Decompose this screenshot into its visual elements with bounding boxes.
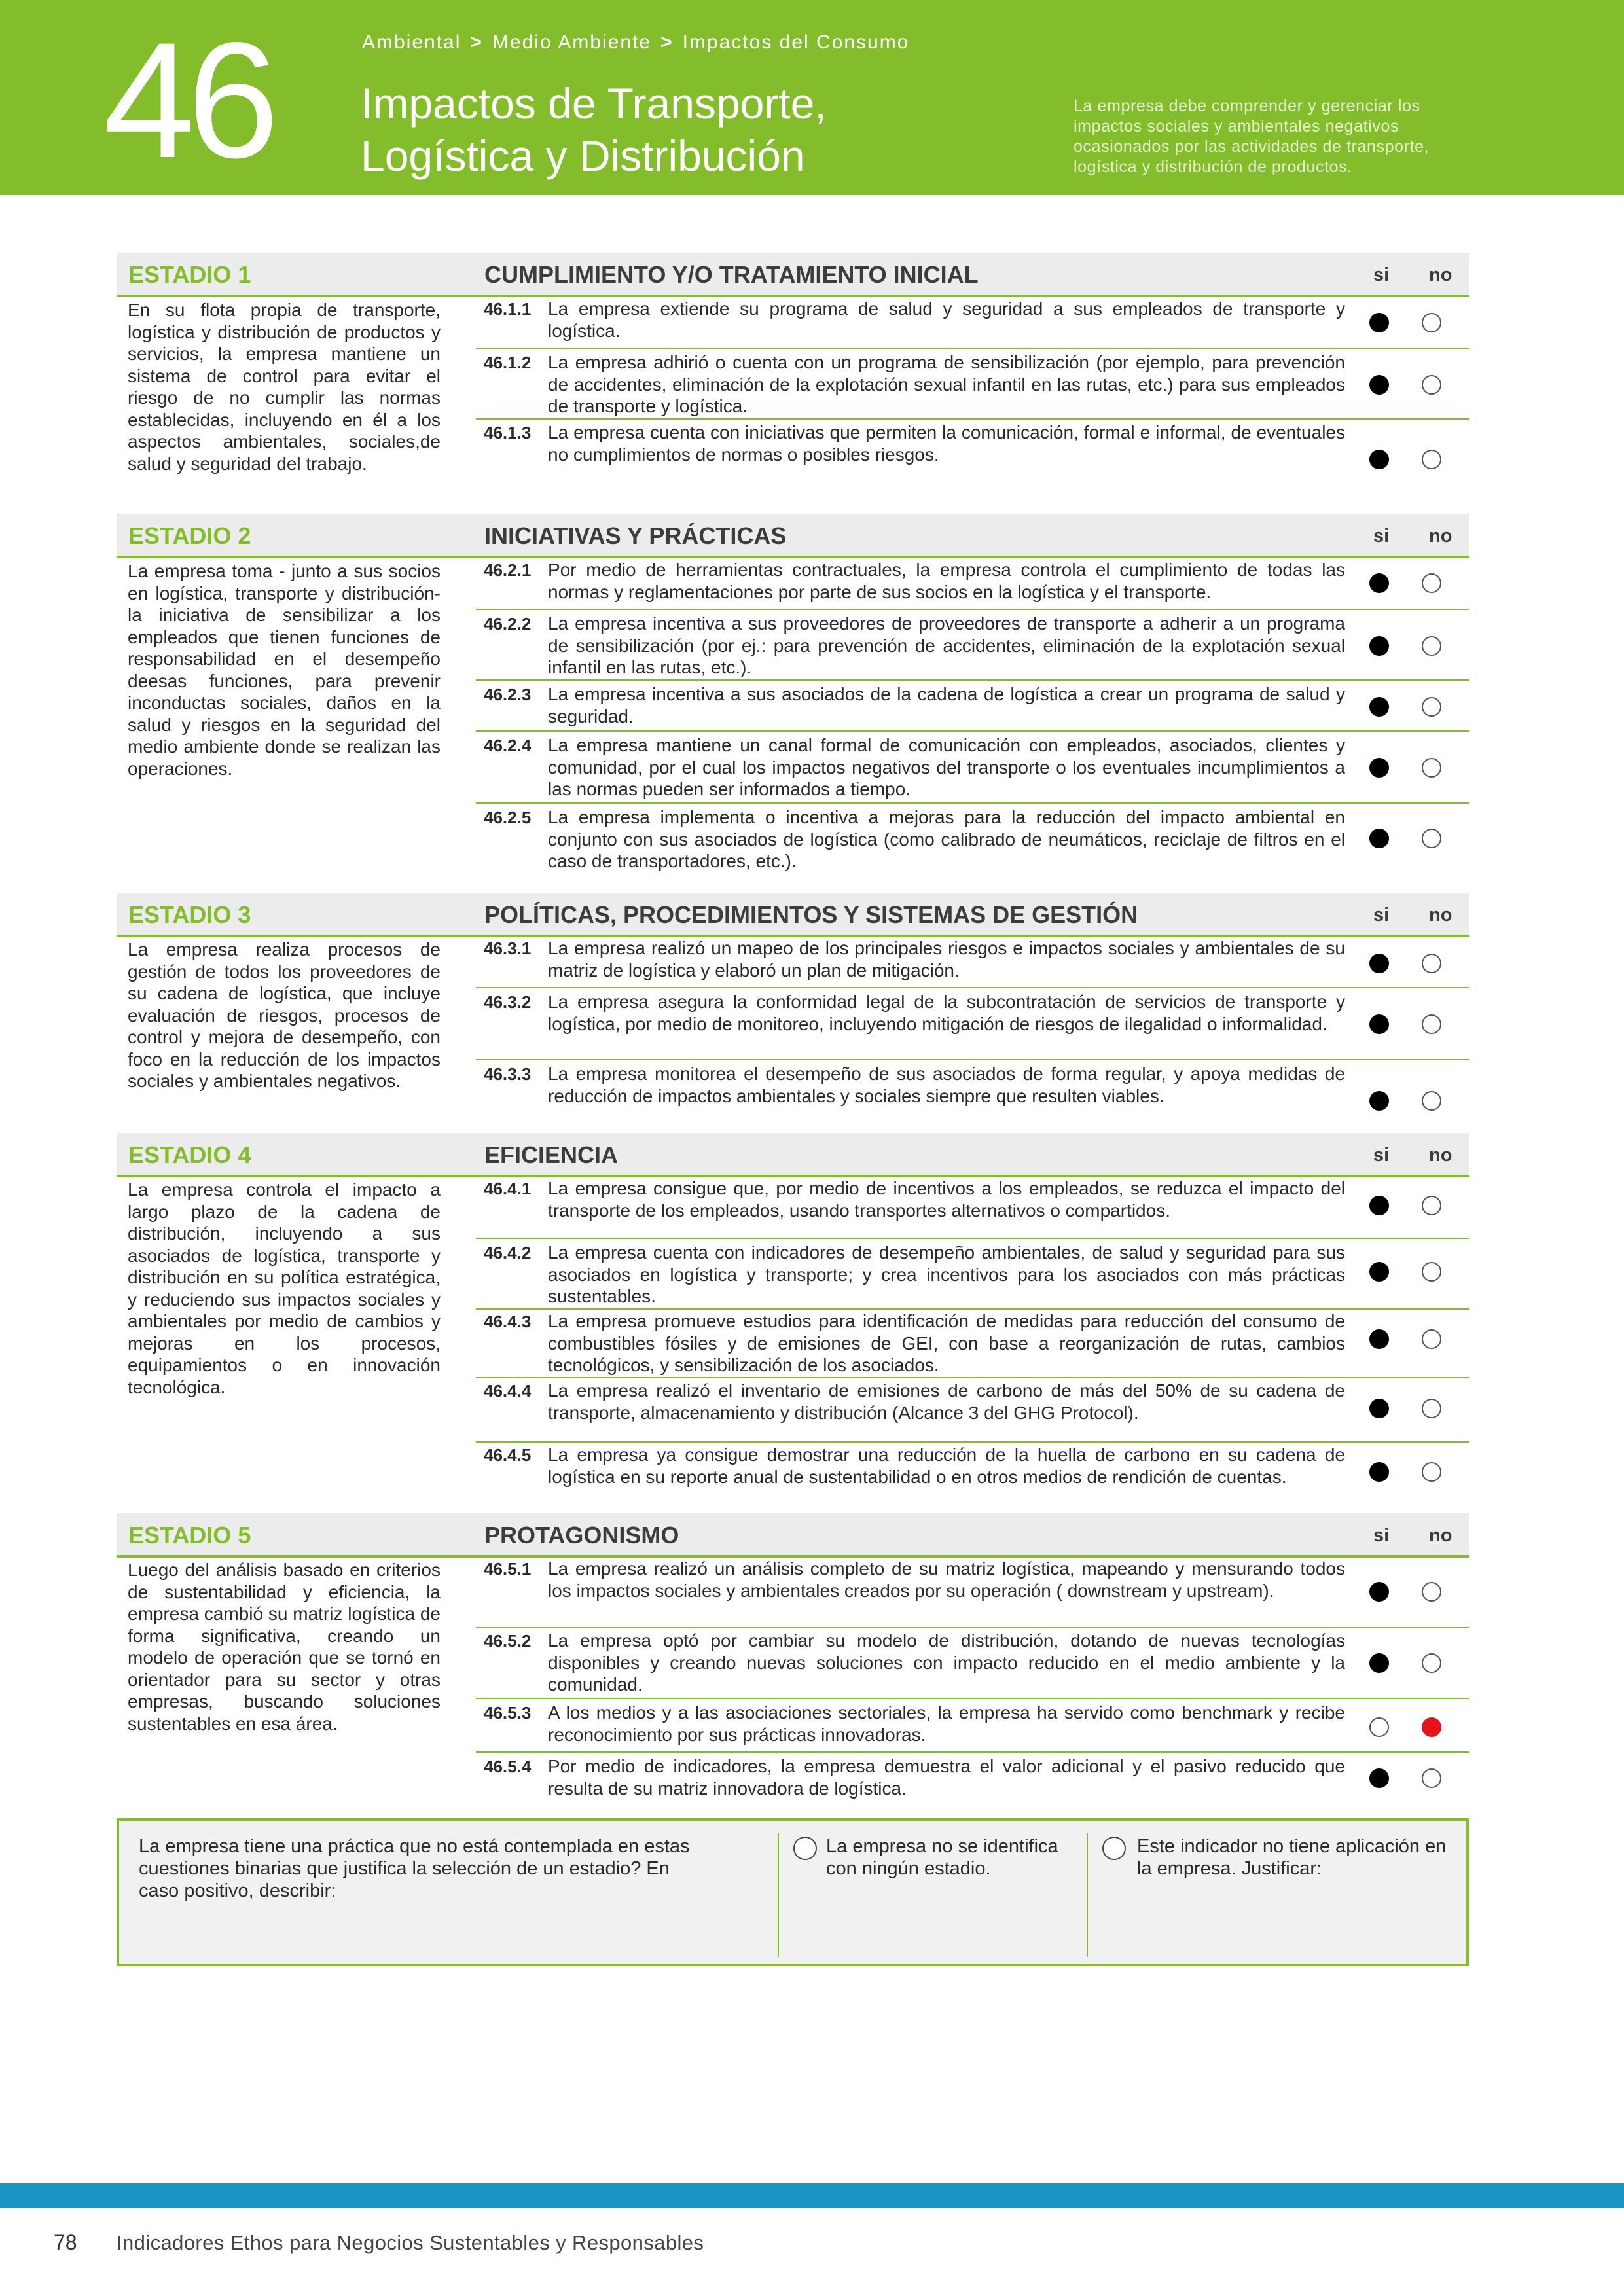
no-column-label: no xyxy=(1429,264,1453,285)
question-id: 46.5.3 xyxy=(484,1703,532,1723)
question-text: La empresa incentiva a sus proveedores de proveedores de transporte a adherir a un programa de sensibilización (por ej.: para prevención de accidentes, eliminación de la explotación sexual infantil en las rutas, etc.). xyxy=(548,613,1345,677)
additional-practice-box xyxy=(117,1818,1469,1966)
question-text: La empresa promueve estudios para identificación de medidas para reducción del consumo de combustibles fósiles y de emisiones de GEI, con base a reorganización de rutas, cambios tecnológicos, y sensibilización de los asociados. xyxy=(548,1311,1345,1375)
page-title-line: Logística y Distribución xyxy=(361,132,805,180)
question-row xyxy=(476,1063,1469,1118)
question-row xyxy=(476,991,1469,1060)
question-id: 46.2.1 xyxy=(484,560,532,580)
yes-column-label: si xyxy=(1373,1525,1390,1546)
stage-title: INICIATIVAS Y PRÁCTICAS xyxy=(484,522,787,549)
question-text: A los medios y a las asociaciones sectoriales, la empresa ha servido como benchmark y recibe reconocimiento por sus prácticas innovadoras. xyxy=(548,1702,1345,1745)
question-id: 46.5.4 xyxy=(484,1757,532,1776)
question-id: 46.1.1 xyxy=(484,299,532,319)
question-text: La empresa realizó un mapeo de los principales riesgos e impactos sociales y ambientales de su matriz de logística y elaboró un plan de mitigación. xyxy=(548,938,1345,980)
question-id: 46.5.1 xyxy=(484,1559,532,1579)
answer-no-radio[interactable] xyxy=(1422,1329,1441,1349)
no-column-label: no xyxy=(1429,1145,1453,1166)
additional-practice-question[interactable]: La empresa tiene una práctica que no está contemplada en estas cuestiones binarias que justifica la selección de un estadio? En caso positivo, describir: xyxy=(139,1836,690,1901)
answer-no-radio[interactable] xyxy=(1422,450,1441,469)
chevron-right-icon: > xyxy=(470,31,483,53)
question-row xyxy=(476,734,1469,804)
answer-no-radio[interactable] xyxy=(1422,1196,1441,1215)
question-row xyxy=(476,937,1469,988)
question-row xyxy=(476,298,1469,349)
stage-label: ESTADIO 1 xyxy=(128,261,251,288)
question-row xyxy=(476,1380,1469,1443)
question-row xyxy=(476,1702,1469,1753)
answer-yes-radio[interactable] xyxy=(1369,1768,1389,1788)
answer-yes-radio[interactable] xyxy=(1369,573,1389,593)
stage-4-description: La empresa controla el impacto a largo plazo de la cadena de distribución, incluyendo a sus asociados de logística, transporte y distribución en su política estratégica, y reduciendo sus impactos sociales y ambientales por medio de cambios y mejoras en los procesos, equipamientos o en innovación tecnológica. xyxy=(128,1179,441,1397)
answer-yes-radio[interactable] xyxy=(1369,1653,1389,1673)
question-id: 46.4.5 xyxy=(484,1445,532,1465)
question-row xyxy=(476,559,1469,610)
answer-yes-radio[interactable] xyxy=(1369,636,1389,656)
question-text: La empresa consigue que, por medio de incentivos a los empleados, se reduzca el impacto del transporte de los empleados, usando transportes alternativos o compartidos. xyxy=(548,1178,1345,1221)
answer-yes-radio[interactable] xyxy=(1369,1462,1389,1482)
question-row xyxy=(476,1755,1469,1810)
yes-column-label: si xyxy=(1373,1145,1390,1166)
question-text: La empresa mantiene un canal formal de comunicación con empleados, asociados, clientes y comunidad, por el cual los impactos negativos del transporte o los eventuales incumplimientos a las normas pueden ser informados a tiempo. xyxy=(548,735,1345,799)
question-id: 46.4.4 xyxy=(484,1381,532,1401)
question-text: La empresa optó por cambiar su modelo de distribución, dotando de nuevas tecnologías disponibles y creando nuevas soluciones con impacto reducido en el medio ambiente y la comunidad. xyxy=(548,1630,1345,1695)
question-row xyxy=(476,1630,1469,1699)
question-id: 46.4.2 xyxy=(484,1243,532,1263)
question-id: 46.5.2 xyxy=(484,1631,532,1651)
footer-bar xyxy=(0,2183,1624,2208)
answer-no-radio[interactable] xyxy=(1422,1262,1441,1282)
question-id: 46.1.2 xyxy=(484,353,532,372)
stage-5-header xyxy=(117,1513,1469,1558)
indicator-number: 46 xyxy=(103,9,272,192)
not-applicable-radio[interactable] xyxy=(1102,1837,1126,1860)
question-row xyxy=(476,613,1469,681)
question-id: 46.4.1 xyxy=(484,1179,532,1198)
column-divider xyxy=(778,1833,779,1957)
stage-1-description: En su flota propia de transporte, logística y distribución de productos y servicios, la empresa mantiene un sistema de control para evitar el riesgo de no cumplir las normas establecidas, incluyendo en él a los aspectos ambientales, sociales,de salud y seguridad del trabajo. xyxy=(128,300,441,474)
breadcrumb xyxy=(362,31,909,54)
question-row xyxy=(476,1444,1469,1503)
question-text: La empresa implementa o incentiva a mejoras para la reducción del impacto ambiental en conjunto con sus asociados de logística (como calibrado de neumáticos, reciclaje de filtros en el caso de transportadores, etc.). xyxy=(548,807,1345,871)
answer-yes-radio[interactable] xyxy=(1369,1717,1389,1737)
question-id: 46.4.3 xyxy=(484,1312,532,1331)
question-row xyxy=(476,683,1469,732)
publication-title: Indicadores Ethos para Negocios Sustentables y Responsables xyxy=(117,2231,704,2254)
stage-label: ESTADIO 5 xyxy=(128,1522,251,1549)
answer-no-radio[interactable] xyxy=(1422,1014,1441,1034)
page-description: La empresa debe comprender y gerenciar los impactos sociales y ambientales negativos ocasionados por las actividades de transporte, logística y distribución de productos. xyxy=(1074,97,1430,176)
page-number: 78 xyxy=(54,2231,77,2254)
question-text: La empresa adhirió o cuenta con un programa de sensibilización (por ejemplo, para prevención de accidentes, eliminación de la explotación sexual infantil en las rutas, etc.) para sus empleados de transporte y logística. xyxy=(548,352,1345,416)
question-row xyxy=(476,1310,1469,1378)
question-text: La empresa realizó el inventario de emisiones de carbono de más del 50% de su cadena de transporte, almacenamiento y distribución (Alcance 3 del GHG Protocol). xyxy=(548,1380,1345,1423)
no-column-label: no xyxy=(1429,1525,1453,1546)
question-id: 46.2.3 xyxy=(484,685,532,704)
stage-title: EFICIENCIA xyxy=(484,1141,619,1168)
question-text: La empresa cuenta con indicadores de desempeño ambientales, de salud y seguridad para sus asociados en logística y transporte; y crea incentivos para los asociados con más prácticas sustentables. xyxy=(548,1242,1345,1306)
question-row xyxy=(476,1177,1469,1239)
question-row xyxy=(476,351,1469,420)
breadcrumb-item[interactable]: Ambiental xyxy=(362,31,461,53)
page-title xyxy=(361,77,950,182)
breadcrumb-item[interactable]: Impactos del Consumo xyxy=(682,31,910,53)
stage-label: ESTADIO 2 xyxy=(128,522,251,549)
stage-2-header xyxy=(117,514,1469,558)
answer-yes-radio[interactable] xyxy=(1369,758,1389,778)
question-text: La empresa incentiva a sus asociados de la cadena de logística a crear un programa de salud y seguridad. xyxy=(548,684,1345,726)
answer-no-radio[interactable] xyxy=(1422,313,1441,332)
answer-yes-radio[interactable] xyxy=(1369,1262,1389,1282)
question-id: 46.3.1 xyxy=(484,939,532,958)
page-title-line: Impactos de Transporte, xyxy=(361,79,827,128)
question-text: La empresa extiende su programa de salud y seguridad a sus empleados de transporte y logística. xyxy=(548,298,1345,341)
answer-yes-radio[interactable] xyxy=(1369,375,1389,395)
question-id: 46.3.2 xyxy=(484,992,532,1012)
question-id: 46.3.3 xyxy=(484,1064,532,1084)
answer-no-radio[interactable] xyxy=(1422,829,1441,848)
chevron-right-icon: > xyxy=(660,31,674,53)
answer-yes-radio[interactable] xyxy=(1369,313,1389,332)
answer-yes-radio[interactable] xyxy=(1369,1196,1389,1215)
answer-no-radio[interactable] xyxy=(1422,1399,1441,1418)
answer-yes-radio[interactable] xyxy=(1369,829,1389,848)
stage-5-description: Luego del análisis basado en criterios de sustentabilidad y eficiencia, la empresa cambió su matriz logística de forma significativa, creando un modelo de operación que se tornó en orientador para su sector y otras empresas, buscando soluciones sustentables en esa área. xyxy=(128,1560,441,1734)
answer-no-radio[interactable] xyxy=(1422,954,1441,973)
column-divider xyxy=(1087,1833,1088,1957)
answer-yes-radio[interactable] xyxy=(1369,450,1389,469)
not-applicable-option-label: Este indicador no tiene aplicación en la empresa. Justificar: xyxy=(1137,1836,1447,1879)
stage-3-description: La empresa realiza procesos de gestión de todos los proveedores de su cadena de logística, que incluye evaluación de riesgos, procesos de control y mejora de desempeño, con foco en la reducción de los impactos sociales y ambientales negativos. xyxy=(128,939,441,1091)
no-column-label: no xyxy=(1429,526,1453,547)
question-row xyxy=(476,1558,1469,1628)
answer-yes-radio[interactable] xyxy=(1369,954,1389,973)
answer-no-radio[interactable] xyxy=(1422,758,1441,778)
answer-no-radio[interactable] xyxy=(1422,697,1441,717)
question-text: La empresa cuenta con iniciativas que permiten la comunicación, formal e informal, de eventuales no cumplimientos de normas o posibles riesgos. xyxy=(548,422,1345,465)
breadcrumb-item[interactable]: Medio Ambiente xyxy=(492,31,652,53)
answer-no-radio[interactable] xyxy=(1422,1653,1441,1673)
answer-no-radio[interactable] xyxy=(1422,636,1441,656)
stage-label: ESTADIO 4 xyxy=(128,1141,251,1168)
question-text: La empresa asegura la conformidad legal de la subcontratación de servicios de transporte y logística, por medio de monitoreo, incluyendo mitigación de riesgos de ilegalidad o informalidad. xyxy=(548,992,1345,1034)
no-stage-option-label: La empresa no se identifica con ningún estadio. xyxy=(826,1836,1058,1879)
stage-title: POLÍTICAS, PROCEDIMIENTOS Y SISTEMAS DE GESTIÓN xyxy=(484,901,1138,928)
no-column-label: no xyxy=(1429,905,1453,925)
question-row xyxy=(476,1242,1469,1310)
page-header xyxy=(0,0,1624,195)
question-text: La empresa ya consigue demostrar una reducción de la huella de carbono en su cadena de logística en su reporte anual de sustentabilidad o en otros medios de rendición de cuentas. xyxy=(548,1444,1345,1487)
stage-title: CUMPLIMIENTO Y/O TRATAMIENTO INICIAL xyxy=(484,261,979,288)
stage-label: ESTADIO 3 xyxy=(128,901,251,928)
question-text: Por medio de herramientas contractuales, la empresa controla el cumplimiento de todas las normas y reglamentaciones por parte de sus socios en la logística y el transporte. xyxy=(548,560,1345,602)
question-id: 46.1.3 xyxy=(484,423,532,442)
answer-no-radio[interactable] xyxy=(1422,1091,1441,1111)
stage-4-header xyxy=(117,1133,1469,1177)
no-stage-radio[interactable] xyxy=(793,1837,817,1860)
answer-yes-radio[interactable] xyxy=(1369,1091,1389,1111)
yes-column-label: si xyxy=(1373,526,1390,547)
question-id: 46.2.4 xyxy=(484,736,532,755)
answer-yes-radio[interactable] xyxy=(1369,697,1389,717)
question-row xyxy=(476,806,1469,877)
answer-yes-radio[interactable] xyxy=(1369,1329,1389,1349)
question-text: La empresa realizó un análisis completo de su matriz logística, mapeando y mensurando todos los impactos sociales y ambientales creados por su operación ( downstream y upstream). xyxy=(548,1558,1345,1601)
question-text: La empresa monitorea el desempeño de sus asociados de forma regular, y apoya medidas de reducción de impactos ambientales y sociales siempre que resulten viables. xyxy=(548,1064,1345,1106)
question-id: 46.2.5 xyxy=(484,808,532,827)
question-text: Por medio de indicadores, la empresa demuestra el valor adicional y el pasivo reducido que resulta de su matriz innovadora de logística. xyxy=(548,1756,1345,1799)
answer-yes-radio[interactable] xyxy=(1369,1582,1389,1602)
answer-no-radio[interactable] xyxy=(1422,1768,1441,1788)
answer-no-radio[interactable] xyxy=(1422,573,1441,593)
stage-2-description: La empresa toma - junto a sus socios en logística, transporte y distribución- la iniciativa de sensibilizar a los empleados que tienen funciones de responsabilidad en el desempeño deesas funciones, para prevenir inconductas sociales, daños en la salud y riesgos en la seguridad del medio ambiente donde se realizan las operaciones. xyxy=(128,561,441,779)
answer-no-radio[interactable] xyxy=(1422,375,1441,395)
answer-yes-radio[interactable] xyxy=(1369,1399,1389,1418)
question-row xyxy=(476,422,1469,479)
yes-column-label: si xyxy=(1373,264,1390,285)
yes-column-label: si xyxy=(1373,905,1390,925)
answer-no-radio[interactable] xyxy=(1422,1582,1441,1602)
stage-title: PROTAGONISMO xyxy=(484,1522,679,1549)
stage-3-header xyxy=(117,893,1469,937)
question-id: 46.2.2 xyxy=(484,614,532,634)
answer-no-radio[interactable] xyxy=(1422,1717,1441,1737)
answer-no-radio[interactable] xyxy=(1422,1462,1441,1482)
answer-yes-radio[interactable] xyxy=(1369,1014,1389,1034)
stage-1-header xyxy=(117,253,1469,297)
